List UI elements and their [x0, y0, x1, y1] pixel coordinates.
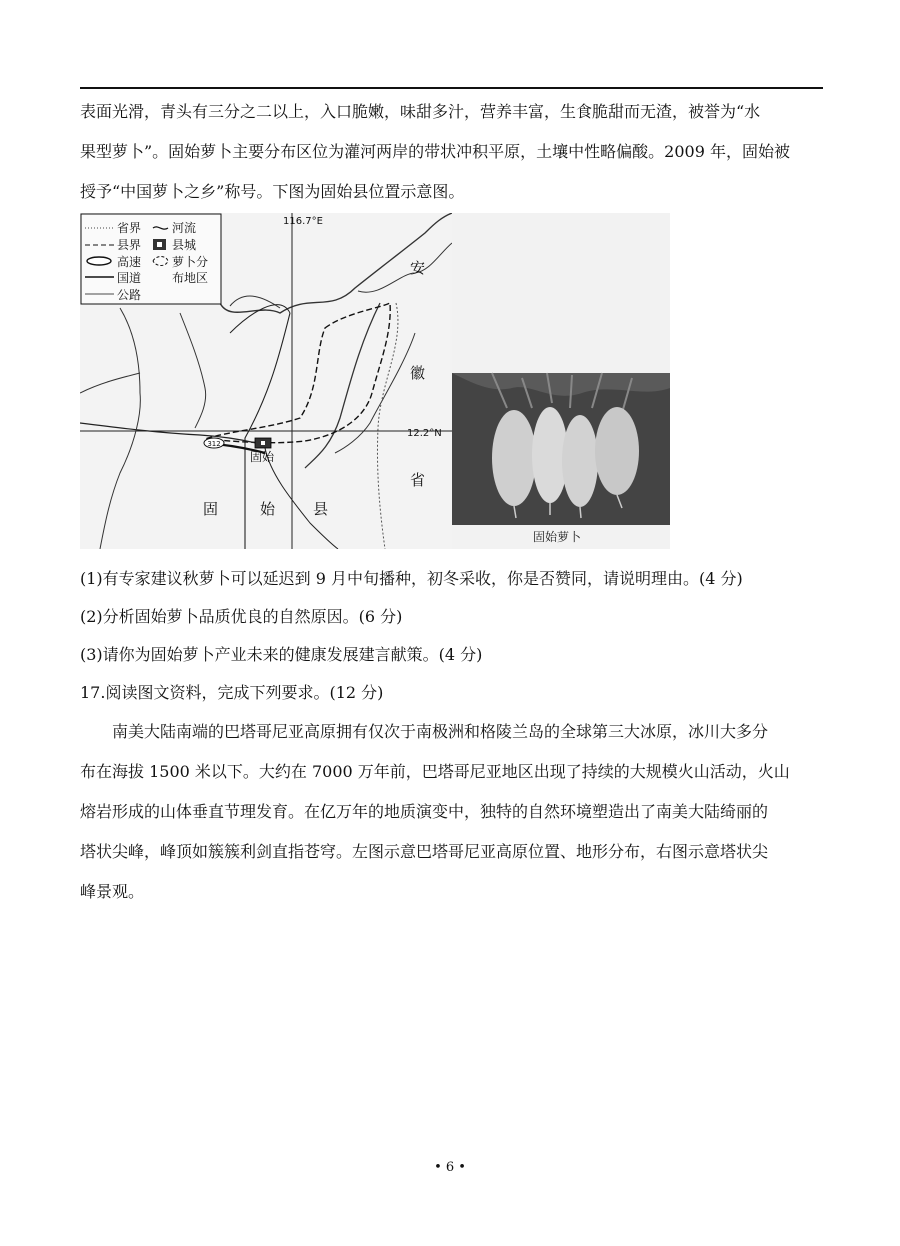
- longitude-label: 116.7°E: [283, 216, 323, 227]
- radish: [562, 415, 598, 507]
- passage-line: 峰景观。: [80, 882, 145, 901]
- legend-province-border: 省界: [117, 221, 142, 235]
- county-char: 县: [313, 500, 329, 518]
- intro-line: 授予“中国萝卜之乡”称号。下图为固始县位置示意图。: [80, 182, 465, 201]
- map-legend: [81, 214, 221, 304]
- location-figure: [80, 213, 670, 549]
- passage-paragraph: [80, 712, 825, 912]
- radish-photo: [452, 213, 670, 549]
- legend-county-town: 县城: [172, 238, 197, 252]
- question-item: 17.阅读图文资料，完成下列要求。(12 分): [80, 683, 384, 702]
- map-drawing: [80, 213, 452, 549]
- legend-county-border: 县界: [117, 238, 142, 252]
- province-char: 省: [410, 471, 426, 489]
- legend-river: 河流: [172, 221, 197, 235]
- gushi-location-map: [80, 213, 452, 549]
- radish: [595, 407, 639, 495]
- province-char: 安: [410, 259, 426, 277]
- intro-paragraph: [80, 92, 825, 212]
- question-item: (2)分析固始萝卜品质优良的自然原因。(6 分): [80, 607, 403, 626]
- passage-line: 布在海拔 1500 米以下。大约在 7000 万年前，巴塔哥尼亚地区出现了持续的大规模火山活动，火山: [80, 762, 790, 781]
- passage-line: 熔岩形成的山体垂直节理发育。在亿万年的地质演变中，独特的自然环境塑造出了南美大陆绮丽的: [80, 802, 769, 821]
- top-rule: [80, 87, 823, 89]
- legend-national-road: 国道: [117, 271, 142, 285]
- legend-highway: 公路: [117, 288, 142, 302]
- radish: [492, 410, 536, 506]
- county-char: 始: [260, 500, 276, 518]
- passage-line: 塔状尖峰，峰顶如簇簇利剑直指苍穹。左图示意巴塔哥尼亚高原位置、地形分布，右图示意塔状尖: [80, 842, 769, 861]
- passage-line: 南美大陆南端的巴塔哥尼亚高原拥有仅次于南极洲和格陵兰岛的全球第三大冰原，冰川大多分: [112, 722, 769, 741]
- latitude-label: 12.2°N: [407, 428, 442, 439]
- intro-line: 表面光滑，青头有三分之二以上，入口脆嫩，味甜多汁，营养丰富，生食脆甜而无渣，被誉为“水: [80, 102, 761, 121]
- province-char: 徽: [410, 364, 426, 382]
- legend-radish-area-line2: 布地区: [172, 271, 209, 285]
- photo-caption: 固始萝卜: [532, 530, 582, 544]
- question-item: (1)有专家建议秋萝卜可以延迟到 9 月中旬播种，初冬采收，你是否赞同，请说明理由。(4 分): [80, 569, 743, 588]
- legend-radish-area-line1: 萝卜分: [172, 255, 209, 269]
- question-item: (3)请你为固始萝卜产业未来的健康发展建言献策。(4 分): [80, 645, 483, 664]
- town-label: 固始: [250, 450, 275, 464]
- intro-line: 果型萝卜”。固始萝卜主要分布区位为灌河两岸的带状冲积平原，土壤中性略偏酸。2009 年，固始被: [80, 142, 790, 161]
- question-list: [80, 560, 825, 712]
- radish-photo-drawing: [452, 213, 670, 549]
- road-shield-label: 312: [207, 440, 221, 448]
- page-number: • 6 •: [434, 1160, 466, 1175]
- legend-expressway: 高速: [117, 255, 142, 269]
- county-char: 固: [203, 500, 219, 518]
